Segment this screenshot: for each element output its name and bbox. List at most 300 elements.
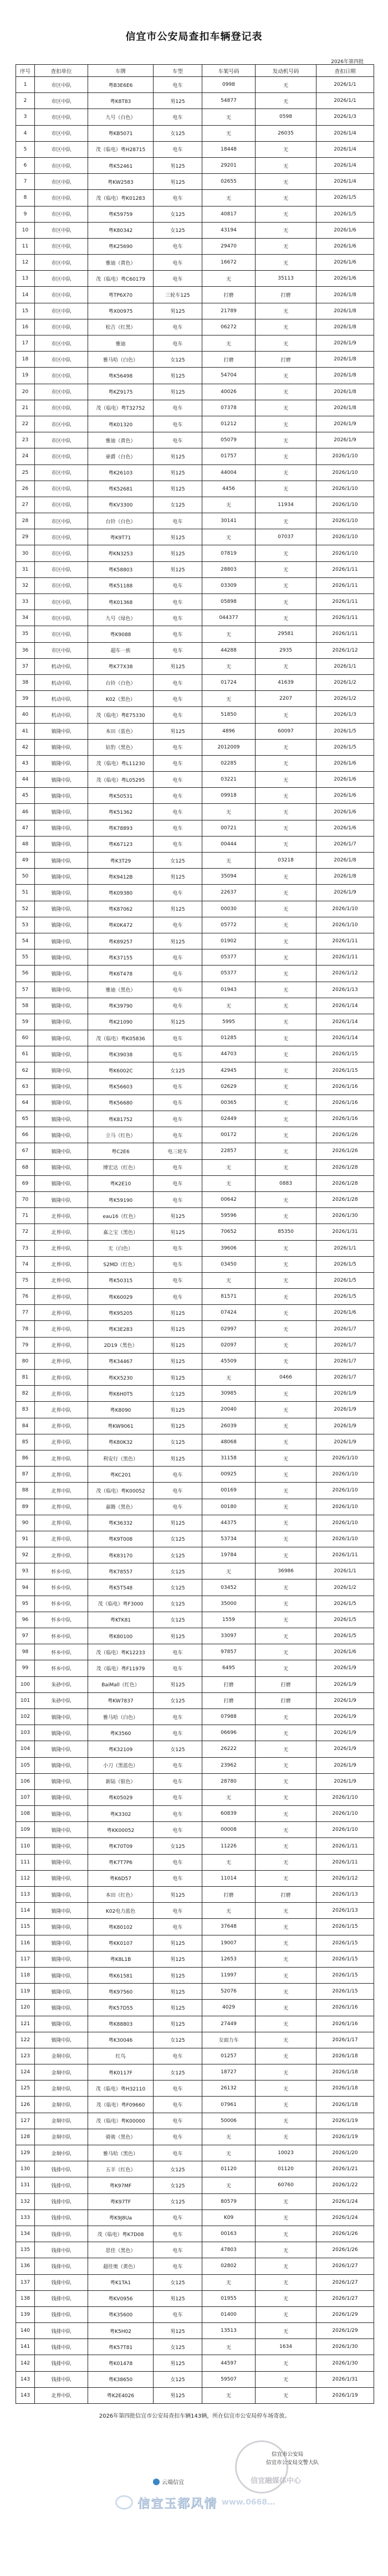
cell-engine: 无: [256, 1386, 316, 1402]
table-row: [16, 869, 374, 885]
table-row: [16, 1870, 374, 1886]
cell-unit: 镇隆中队: [35, 2016, 88, 2032]
cell-index: 118: [16, 1967, 35, 1983]
cell-date: 2026/1/7: [316, 1353, 374, 1369]
cell-engine: 无: [256, 658, 316, 674]
cell-index: 59: [16, 1014, 35, 1030]
cell-engine: 无: [256, 1596, 316, 1612]
cell-type: 男125: [154, 545, 202, 561]
cell-plate: 茂（临电）粤H28715: [88, 141, 154, 157]
watermark-right: 信宜融媒体中心: [251, 2477, 302, 2485]
cell-type: 男125: [154, 1951, 202, 1967]
cell-engine: 无: [256, 2306, 316, 2322]
cell-date: 2026/1/10: [316, 1531, 374, 1547]
cell-engine: 1634: [256, 2339, 316, 2355]
cell-type: 男125: [154, 368, 202, 384]
cell-engine: 无: [256, 982, 316, 998]
cell-index: 83: [16, 1402, 35, 1418]
table-row: [16, 1984, 374, 2000]
cell-engine: 26035: [256, 125, 316, 141]
cell-index: 57: [16, 982, 35, 998]
cell-date: 2026/1/22: [316, 2177, 374, 2193]
cell-plate: 粤K9T008: [88, 1531, 154, 1547]
cell-unit: 镇隆中队: [35, 1757, 88, 1773]
cell-plate: 骑骏（黑色）: [88, 2129, 154, 2145]
cell-vin: 03309: [202, 577, 256, 593]
cell-plate: 粤K51188: [88, 577, 154, 593]
cell-index: 103: [16, 1725, 35, 1741]
cell-date: 2026/1/19: [316, 2129, 374, 2145]
cell-plate: 粤X00975: [88, 303, 154, 319]
cell-type: 女125: [154, 853, 202, 869]
cell-unit: 镇隆中队: [35, 1935, 88, 1951]
cell-index: 24: [16, 448, 35, 464]
cell-index: 30: [16, 545, 35, 561]
cell-vin: 无: [202, 190, 256, 206]
table-row: [16, 772, 374, 788]
cell-date: 2026/1/28: [316, 1175, 374, 1191]
cell-date: 2026/1/5: [316, 1596, 374, 1612]
cell-type: 电车: [154, 2081, 202, 2097]
cell-unit: 北界中队: [35, 1467, 88, 1483]
cell-date: 2026/1/10: [316, 448, 374, 464]
cell-unit: 镇隆中队: [35, 788, 88, 804]
table-row: [16, 481, 374, 497]
cell-unit: 钱排中队: [35, 2371, 88, 2387]
cell-engine: 无: [256, 1870, 316, 1886]
cell-plate: 茂（临电）粤C60179: [88, 271, 154, 287]
cell-plate: 粤K59759: [88, 206, 154, 222]
cell-index: 58: [16, 998, 35, 1014]
cell-unit: 钱排中队: [35, 2290, 88, 2306]
table-row: [16, 109, 374, 125]
cell-engine: 打磨: [256, 1676, 316, 1692]
cell-type: 电车: [154, 707, 202, 723]
table-row: [16, 2097, 374, 2113]
cell-engine: 无: [256, 1579, 316, 1596]
cell-unit: 镇隆中队: [35, 755, 88, 771]
table-row: [16, 1046, 374, 1062]
cell-unit: 朱砂中队: [35, 1676, 88, 1692]
cell-index: 116: [16, 1935, 35, 1951]
cell-plate: 粤K21090: [88, 1014, 154, 1030]
cell-plate: 粤K3560: [88, 1725, 154, 1741]
cell-unit: 镇隆中队: [35, 1014, 88, 1030]
cell-engine: 无: [256, 1111, 316, 1127]
table-row: [16, 1951, 374, 1967]
cell-vin: 无: [202, 1159, 256, 1175]
table-row: [16, 1773, 374, 1789]
cell-type: 电车: [154, 1095, 202, 1111]
cell-vin: 80579: [202, 2193, 256, 2210]
cell-engine: 无: [256, 1272, 316, 1288]
cell-date: 2026/1/9: [316, 1741, 374, 1757]
cell-unit: 市区中队: [35, 222, 88, 238]
cell-index: 85: [16, 1434, 35, 1450]
cell-engine: 无: [256, 2032, 316, 2048]
table-row: [16, 335, 374, 352]
cell-vin: 01212: [202, 416, 256, 432]
cell-date: 2026/1/15: [316, 1046, 374, 1062]
cell-vin: 59507: [202, 2371, 256, 2387]
cell-unit: 机动中队: [35, 674, 88, 690]
cell-unit: 机动中队: [35, 658, 88, 674]
cell-vin: 26222: [202, 1741, 256, 1757]
cell-vin: 00365: [202, 1095, 256, 1111]
table-row: [16, 464, 374, 481]
cell-index: 100: [16, 1676, 35, 1692]
cell-unit: 镇隆中队: [35, 2000, 88, 2016]
cell-plate: 九号（绿色）: [88, 610, 154, 626]
cell-unit: 钱排中队: [35, 2274, 88, 2290]
cell-unit: 北界中队: [35, 1321, 88, 1337]
cell-date: 2026/1/10: [316, 481, 374, 497]
cell-engine: 无: [256, 2129, 316, 2145]
cell-type: 女125: [154, 2161, 202, 2177]
cell-unit: 钱排中队: [35, 2226, 88, 2242]
cell-date: 2026/1/8: [316, 384, 374, 400]
cell-index: 14: [16, 287, 35, 303]
cell-unit: 市区中队: [35, 303, 88, 319]
table-row: [16, 755, 374, 771]
cell-date: 2026/1/1: [316, 1240, 374, 1256]
cell-plate: 茂（临电）粤K05836: [88, 1030, 154, 1046]
cell-type: 男125: [154, 561, 202, 577]
cell-plate: 粤KK00052: [88, 1822, 154, 1838]
table-row: [16, 238, 374, 254]
cell-unit: 北界中队: [35, 1353, 88, 1369]
cell-plate: 粤K58803: [88, 561, 154, 577]
cell-engine: 无: [256, 1159, 316, 1175]
cell-vin: 30985: [202, 1386, 256, 1402]
table-row: [16, 416, 374, 432]
cell-index: 46: [16, 804, 35, 820]
cell-unit: 镇隆中队: [35, 1111, 88, 1127]
cell-unit: 镇隆中队: [35, 1822, 88, 1838]
cell-unit: 北界中队: [35, 1515, 88, 1531]
cell-plate: 粤K0K472: [88, 917, 154, 933]
cell-type: 男125: [154, 2387, 202, 2403]
cell-index: 38: [16, 674, 35, 690]
cell-vin: 00172: [202, 1127, 256, 1143]
cell-engine: 无: [256, 2210, 316, 2226]
cell-type: 电车: [154, 1660, 202, 1676]
cell-date: 2026/1/5: [316, 206, 374, 222]
cell-date: 2026/1/15: [316, 1951, 374, 1967]
cell-unit: 市区中队: [35, 384, 88, 400]
cell-vin: 无: [202, 1563, 256, 1579]
cell-engine: 无: [256, 400, 316, 416]
cell-plate: 红鸟: [88, 2048, 154, 2064]
cell-unit: 镇隆中队: [35, 998, 88, 1014]
cell-date: 2026/1/4: [316, 125, 374, 141]
cell-type: 电车: [154, 2097, 202, 2113]
cell-date: 2026/1/26: [316, 2242, 374, 2258]
cell-engine: 无: [256, 577, 316, 593]
cell-engine: 无: [256, 2323, 316, 2339]
cell-index: 54: [16, 933, 35, 949]
table-row: [16, 448, 374, 464]
cell-unit: 北界中队: [35, 1305, 88, 1321]
cell-type: 电车: [154, 1240, 202, 1256]
table-row: [16, 529, 374, 545]
table-row: [16, 545, 374, 561]
cell-date: 2026/1/13: [316, 1887, 374, 1903]
cell-date: 2026/1/4: [316, 157, 374, 173]
cell-engine: 无: [256, 545, 316, 561]
cell-unit: 市区中队: [35, 319, 88, 335]
cell-index: 64: [16, 1095, 35, 1111]
cell-engine: 2207: [256, 691, 316, 707]
cell-unit: 镇隆中队: [35, 1903, 88, 1919]
cell-engine: 0466: [256, 1370, 316, 1386]
cell-index: 51: [16, 885, 35, 901]
cell-unit: 北界中队: [35, 1499, 88, 1515]
cell-date: 2026/1/9: [316, 1386, 374, 1402]
cell-engine: 无: [256, 772, 316, 788]
cell-vin: 02285: [202, 755, 256, 771]
cell-type: 男125: [154, 1967, 202, 1983]
cell-vin: 51850: [202, 707, 256, 723]
cell-plate: 粤K0117F: [88, 2064, 154, 2081]
table-row: [16, 1370, 374, 1386]
cell-engine: 无: [256, 1046, 316, 1062]
watermark-left-text: 云端信宜: [162, 2480, 184, 2486]
cell-index: 101: [16, 1692, 35, 1708]
cell-plate: 粤K80K32: [88, 1434, 154, 1450]
cell-unit: 北界中队: [35, 1531, 88, 1547]
cell-type: 电车: [154, 2306, 202, 2322]
cell-engine: 无: [256, 2290, 316, 2306]
cell-date: 2026/1/6: [316, 238, 374, 254]
cell-unit: 北界中队: [35, 1402, 88, 1418]
cell-vin: 打磨: [202, 1692, 256, 1708]
cell-date: 2026/1/16: [316, 2000, 374, 2016]
cell-unit: 镇隆中队: [35, 820, 88, 836]
cell-plate: 粤K38650: [88, 2371, 154, 2387]
cell-date: 2026/1/14: [316, 1030, 374, 1046]
cell-date: 2026/1/5: [316, 1272, 374, 1288]
cell-date: 2026/1/10: [316, 1467, 374, 1483]
cell-index: 127: [16, 2113, 35, 2129]
cell-plate: 粤K97TF: [88, 2193, 154, 2210]
table-row: [16, 2258, 374, 2274]
cell-plate: 粤K39038: [88, 1046, 154, 1062]
cell-date: 2026/1/15: [316, 1967, 374, 1983]
table-row: [16, 2371, 374, 2387]
cell-date: 2026/1/10: [316, 901, 374, 917]
cell-index: 92: [16, 1547, 35, 1563]
cell-plate: 粤K34467: [88, 1353, 154, 1369]
cell-vin: 44375: [202, 1515, 256, 1531]
table-row: [16, 1822, 374, 1838]
cell-engine: 无: [256, 901, 316, 917]
table-row: [16, 1240, 374, 1256]
cell-index: 50: [16, 869, 35, 885]
cell-vin: 无: [202, 529, 256, 545]
cell-vin: 00163: [202, 2226, 256, 2242]
cell-date: 2026/1/8: [316, 287, 374, 303]
cell-type: 电车: [154, 513, 202, 529]
cell-plate: 粤KN3253: [88, 545, 154, 561]
table-row: [16, 1547, 374, 1563]
cell-plate: 思佳（黑色）: [88, 2242, 154, 2258]
cell-date: 2026/1/9: [316, 885, 374, 901]
table-row: [16, 1579, 374, 1596]
header-date: 查扣日期: [316, 65, 374, 77]
cell-unit: 市区中队: [35, 432, 88, 448]
cell-vin: 打磨: [202, 287, 256, 303]
cell-vin: 28803: [202, 561, 256, 577]
cell-vin: 1559: [202, 1612, 256, 1628]
header-plate: 车牌: [88, 65, 154, 77]
cell-date: 2026/1/4: [316, 174, 374, 190]
cell-engine: 无: [256, 1838, 316, 1854]
cell-engine: 无: [256, 755, 316, 771]
cell-unit: 镇隆中队: [35, 723, 88, 739]
cell-unit: 北界中队: [35, 1256, 88, 1272]
cell-index: 142: [16, 2355, 35, 2371]
cell-type: 女125: [154, 1596, 202, 1612]
cell-type: 男125: [154, 723, 202, 739]
cell-engine: 无: [256, 141, 316, 157]
cell-date: 2026/1/16: [316, 1111, 374, 1127]
cell-unit: 镇隆中队: [35, 1806, 88, 1822]
cell-index: 131: [16, 2177, 35, 2193]
cell-index: 23: [16, 432, 35, 448]
cell-plate: 粤K01320: [88, 416, 154, 432]
cell-type: 电车: [154, 1030, 202, 1046]
cell-type: 电车: [154, 1789, 202, 1805]
cell-unit: 北界中队: [35, 1240, 88, 1256]
cell-unit: 市区中队: [35, 174, 88, 190]
cell-index: 136: [16, 2258, 35, 2274]
cell-plate: 粤K9088: [88, 626, 154, 642]
cell-engine: 无: [256, 949, 316, 966]
cell-unit: 镇隆中队: [35, 1789, 88, 1805]
cell-engine: 无: [256, 1854, 316, 1870]
cell-plate: 粤K57T81: [88, 2339, 154, 2355]
cell-index: 39: [16, 691, 35, 707]
cell-engine: 无: [256, 1757, 316, 1773]
cell-unit: 金垌中队: [35, 2113, 88, 2129]
cell-plate: 茂（临电）粤K7D08: [88, 2226, 154, 2242]
cell-plate: 粤K32109: [88, 1741, 154, 1757]
cell-engine: 无: [256, 2000, 316, 2016]
cell-plate: 粤K95205: [88, 1305, 154, 1321]
table-row: [16, 658, 374, 674]
table-row: [16, 1305, 374, 1321]
table-row: [16, 1434, 374, 1450]
cell-engine: 无: [256, 1547, 316, 1563]
cell-vin: 02997: [202, 1321, 256, 1337]
table-row: [16, 93, 374, 109]
table-row: [16, 1450, 374, 1466]
cell-type: 女125: [154, 1612, 202, 1628]
cell-engine: 60760: [256, 2177, 316, 2193]
header-vin: 车架号码: [202, 65, 256, 77]
cell-vin: 33097: [202, 1628, 256, 1644]
cell-index: 29: [16, 529, 35, 545]
cell-type: 女125: [154, 2064, 202, 2081]
cell-date: 2026/1/30: [316, 2355, 374, 2371]
cell-date: 2026/1/2: [316, 1579, 374, 1596]
cell-index: 55: [16, 949, 35, 966]
cell-unit: 钱排中队: [35, 2306, 88, 2322]
table-row: [16, 1483, 374, 1499]
cell-plate: 粤K78893: [88, 820, 154, 836]
cell-vin: 01724: [202, 674, 256, 690]
cell-engine: 无: [256, 594, 316, 610]
signature-unit: 信宜市公安局交警大队: [266, 2460, 319, 2466]
cell-index: 75: [16, 1272, 35, 1288]
cell-plate: 茂（临电）粤K00000: [88, 2113, 154, 2129]
table-row: [16, 1531, 374, 1547]
cell-index: 20: [16, 384, 35, 400]
table-row: [16, 432, 374, 448]
cell-vin: 19007: [202, 1935, 256, 1951]
cell-vin: 42945: [202, 1062, 256, 1078]
cell-unit: 怀乡中队: [35, 1644, 88, 1660]
cell-vin: 07378: [202, 400, 256, 416]
cell-index: 76: [16, 1289, 35, 1305]
cell-type: 男125: [154, 869, 202, 885]
cell-unit: 钱排中队: [35, 2177, 88, 2193]
cell-engine: 无: [256, 1951, 316, 1967]
cell-vin: 4456: [202, 481, 256, 497]
cell-vin: 35094: [202, 869, 256, 885]
cell-type: 电车: [154, 190, 202, 206]
cell-unit: 金垌中队: [35, 2129, 88, 2145]
cell-plate: 粤K70T09: [88, 1838, 154, 1854]
cell-vin: 05898: [202, 594, 256, 610]
cell-unit: 北界中队: [35, 1547, 88, 1563]
cell-type: 男125: [154, 384, 202, 400]
cell-engine: 无: [256, 1402, 316, 1418]
cell-plate: 粤K6002C: [88, 1062, 154, 1078]
cell-plate: 粤K2E10: [88, 1175, 154, 1191]
cell-index: 43: [16, 755, 35, 771]
table-row: [16, 901, 374, 917]
cell-index: 102: [16, 1708, 35, 1725]
cell-vin: 无: [202, 658, 256, 674]
cell-index: 78: [16, 1321, 35, 1337]
cell-date: 2026/1/28: [316, 1159, 374, 1175]
cell-vin: 02629: [202, 1078, 256, 1095]
table-row: [16, 2355, 374, 2371]
cell-type: 女125: [154, 1579, 202, 1596]
cell-index: 79: [16, 1337, 35, 1353]
cell-plate: 粤K50315: [88, 1272, 154, 1288]
cell-index: 120: [16, 2000, 35, 2016]
cell-vin: 无: [202, 1175, 256, 1191]
cell-engine: 01120: [256, 2161, 316, 2177]
cell-plate: 九号（白色）: [88, 109, 154, 125]
cell-date: 2026/1/10: [316, 1515, 374, 1531]
cell-unit: 北界中队: [35, 1434, 88, 1450]
cell-plate: 粤K01478: [88, 2355, 154, 2371]
cell-plate: 2D19（黑色）: [88, 1337, 154, 1353]
cell-type: 女125: [154, 352, 202, 368]
cell-engine: 无: [256, 2242, 316, 2258]
cell-unit: 市区中队: [35, 610, 88, 626]
cell-date: 2026/1/8: [316, 319, 374, 335]
cell-plate: 粤K52461: [88, 157, 154, 173]
table-row: [16, 1596, 374, 1612]
cell-date: 2026/1/1: [316, 1563, 374, 1579]
table-row: [16, 1062, 374, 1078]
cell-unit: 北界中队: [35, 1289, 88, 1305]
